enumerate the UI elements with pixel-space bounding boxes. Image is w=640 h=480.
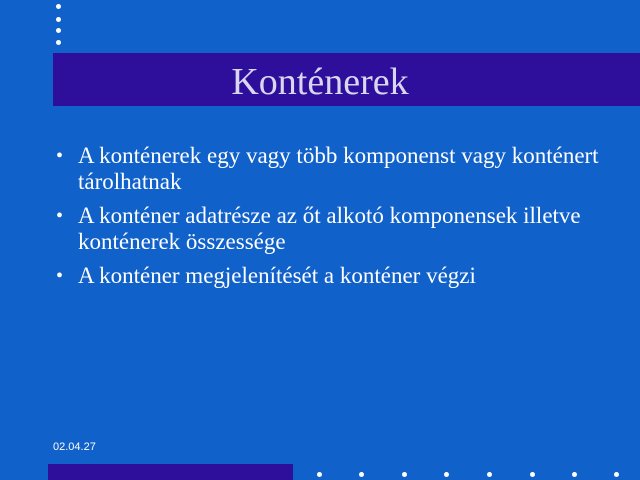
bullet-item — [50, 143, 610, 195]
decor-dot — [487, 472, 492, 477]
bullet-icon: • — [56, 265, 64, 287]
decor-dot — [359, 472, 364, 477]
bullet-item — [50, 203, 610, 255]
bullet-item — [50, 263, 610, 289]
decor-dot — [402, 472, 407, 477]
footer-bar — [48, 464, 293, 480]
decor-dot — [614, 472, 619, 477]
decor-dot — [56, 4, 61, 9]
bullet-icon: • — [56, 145, 64, 167]
decor-dot — [444, 472, 449, 477]
decor-dot — [317, 472, 322, 477]
decor-dot — [56, 17, 61, 22]
title-bar — [53, 53, 640, 106]
bullet-list — [50, 143, 610, 297]
decor-dot — [530, 472, 535, 477]
footer-date: 02.04.27 — [53, 441, 96, 453]
decor-dot — [56, 28, 61, 33]
bullet-icon: • — [56, 205, 64, 227]
bullet-text: A konténerek egy vagy több komponenst vagy konténert tárolhatnak — [78, 143, 599, 194]
bullet-text: A konténer adatrésze az őt alkotó komponensek illetve konténerek összessége — [78, 203, 581, 254]
decor-dot — [56, 40, 61, 45]
slide-title: Konténerek — [231, 61, 409, 103]
decor-dot — [572, 472, 577, 477]
bullet-text: A konténer megjelenítését a konténer végzi — [78, 263, 476, 288]
